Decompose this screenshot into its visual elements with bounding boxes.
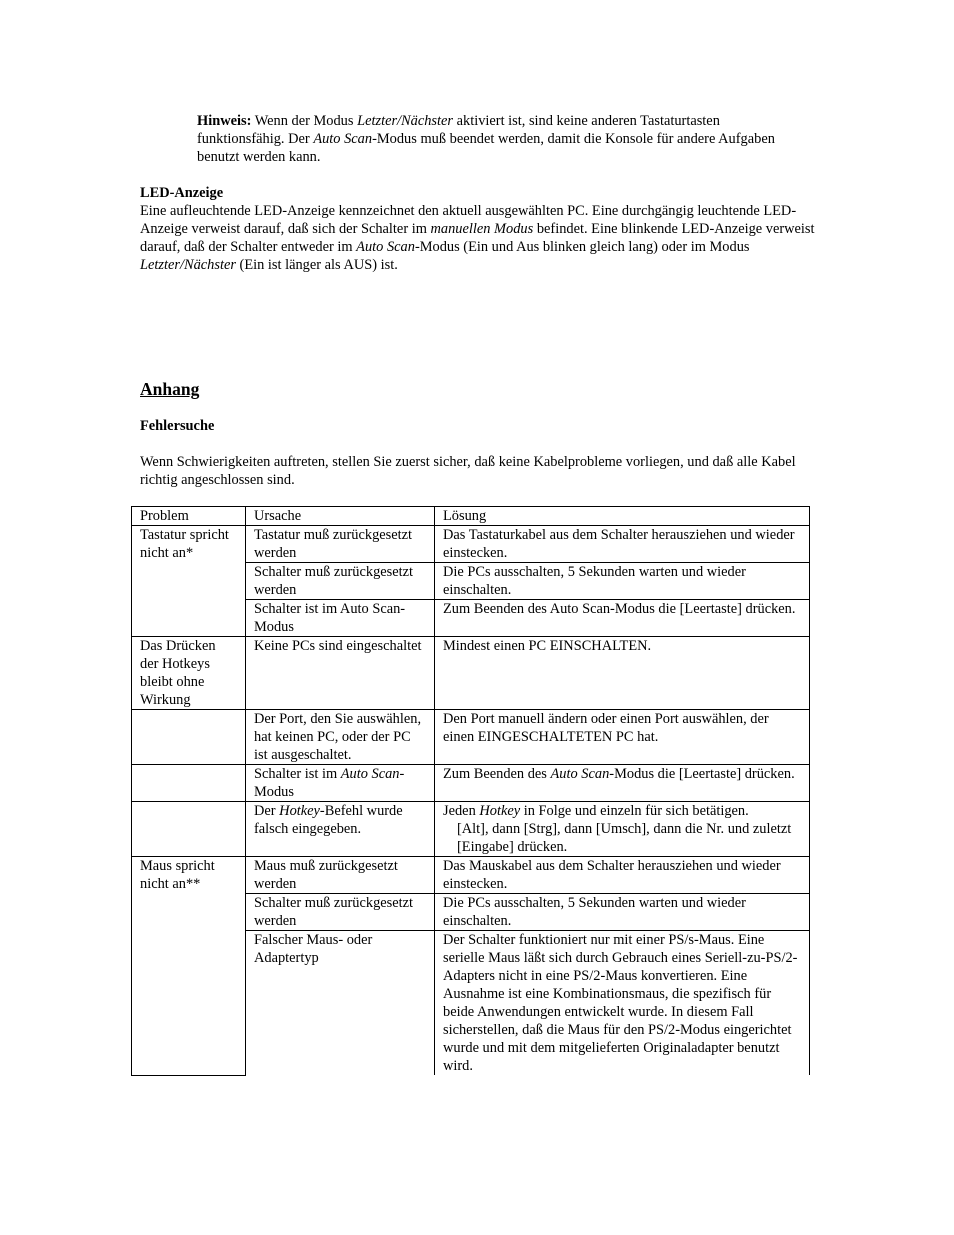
solution-cell: Zum Beenden des Auto Scan-Modus die [Leertaste] drücken. bbox=[435, 600, 810, 637]
table-row bbox=[132, 637, 810, 710]
key-sequence: [Alt], dann [Strg], dann [Umsch], dann die Nr. und zuletzt [Eingabe] drücken. bbox=[457, 821, 792, 855]
note-text-3: -Modus muß beendet werden, damit die Konsole für andere Aufgaben benutzt werden kann. bbox=[197, 131, 775, 165]
solution-text: Zum Beenden des bbox=[443, 766, 551, 782]
table-row bbox=[132, 802, 810, 857]
solution-italic: Hotkey bbox=[479, 803, 521, 819]
cause-text: -Modus bbox=[254, 766, 405, 800]
table-row bbox=[132, 765, 810, 802]
header-cause: Ursache bbox=[246, 507, 435, 526]
problem-cell: Maus spricht nicht an** bbox=[132, 857, 246, 1076]
note-text-1: Wenn der Modus bbox=[251, 113, 358, 129]
cause-cell: Tastatur muß zurückgesetzt werden bbox=[246, 526, 435, 563]
header-problem: Problem bbox=[132, 507, 246, 526]
cause-italic: Auto Scan bbox=[340, 766, 400, 782]
troubleshooting-heading: Fehlersuche bbox=[140, 418, 215, 434]
note-label: Hinweis: bbox=[197, 113, 252, 129]
table-row bbox=[132, 857, 810, 894]
cause-italic: Hotkey bbox=[279, 803, 320, 819]
solution-cell: Die PCs ausschalten, 5 Sekunden warten und wieder einschalten. bbox=[435, 894, 810, 931]
solution-cell: Der Schalter funktioniert nur mit einer PS/s-Maus. Eine serielle Maus läßt sich durch Gebrauch eines Seriell-zu-PS/2-Adapters nicht in eine PS/2-Maus konvertieren. Eine Ausnahme ist eine Kombinationsmaus, die spezifisch für beide Anwendungen entwickelt wurde. In diesem Fall sicherstellen, daß die Maus für den PS/2-Modus eingerichtet wurde und mit dem mitgelieferten Originaladapter benutzt wird. bbox=[435, 931, 810, 1076]
note-auto-scan: Auto Scan bbox=[313, 131, 373, 147]
led-auto-scan: Auto Scan bbox=[356, 239, 415, 255]
problem-cell-empty bbox=[132, 802, 246, 857]
troubleshooting-intro: Wenn Schwierigkeiten auftreten, stellen Sie zuerst sicher, daß keine Kabelprobleme vorliegen, und daß alle Kabel richtig angeschlossen sind. bbox=[140, 454, 796, 488]
solution-cell: Mindest einen PC EINSCHALTEN. bbox=[435, 637, 810, 710]
solution-text: -Modus die [Leertaste] drücken. bbox=[609, 766, 795, 782]
note-paragraph bbox=[197, 112, 797, 166]
cause-text: Schalter ist im bbox=[254, 766, 341, 782]
solution-cell bbox=[435, 765, 810, 802]
appendix-heading: Anhang bbox=[140, 379, 200, 399]
led-text-1: Eine aufleuchtende LED-Anzeige kennzeichnet den aktuell ausgewählten PC. Eine durchgängig leuchtende LED-Anzeige verweist darauf, daß sich der Schalter im bbox=[140, 203, 797, 237]
solution-cell: Das Mauskabel aus dem Schalter herausziehen und wieder einstecken. bbox=[435, 857, 810, 894]
led-mode-name: Letzter/Nächster bbox=[140, 257, 236, 273]
led-text-2: befindet. Eine blinkende LED-Anzeige verweist darauf, daß der Schalter entweder im bbox=[140, 221, 815, 255]
cause-text: -Befehl wurde falsch eingegeben. bbox=[254, 803, 403, 837]
cause-text: Der bbox=[254, 803, 280, 819]
led-text-4: (Ein ist länger als AUS) ist. bbox=[235, 257, 398, 273]
problem-cell-empty bbox=[132, 765, 246, 802]
solution-text: Jeden bbox=[443, 803, 480, 819]
cause-cell: Falscher Maus- oder Adaptertyp bbox=[246, 931, 435, 1076]
solution-cell bbox=[435, 802, 810, 857]
led-heading: LED-Anzeige bbox=[140, 185, 224, 201]
cause-cell: Der Port, den Sie auswählen, hat keinen PC, oder der PC ist ausgeschaltet. bbox=[246, 710, 435, 765]
cause-cell: Keine PCs sind eingeschaltet bbox=[246, 637, 435, 710]
led-paragraph bbox=[140, 202, 820, 274]
solution-text: in Folge und einzeln für sich betätigen. bbox=[520, 803, 749, 819]
troubleshooting-table bbox=[131, 506, 810, 1076]
table-header-row bbox=[132, 507, 810, 526]
cause-cell: Schalter ist im Auto Scan-Modus bbox=[246, 600, 435, 637]
problem-cell-empty bbox=[132, 710, 246, 765]
led-manual-mode: manuellen Modus bbox=[430, 221, 534, 237]
note-text-2: aktiviert ist, sind keine anderen Tastaturtasten funktionsfähig. Der bbox=[197, 113, 720, 147]
cause-cell: Schalter muß zurückgesetzt werden bbox=[246, 563, 435, 600]
cause-cell bbox=[246, 802, 435, 857]
header-solution: Lösung bbox=[435, 507, 810, 526]
problem-cell: Das Drücken der Hotkeys bleibt ohne Wirkung bbox=[132, 637, 246, 710]
table-row bbox=[132, 710, 810, 765]
note-mode-name: Letzter/Nächster bbox=[357, 113, 454, 129]
cause-cell bbox=[246, 765, 435, 802]
solution-cell: Das Tastaturkabel aus dem Schalter herausziehen und wieder einstecken. bbox=[435, 526, 810, 563]
cause-cell: Maus muß zurückgesetzt werden bbox=[246, 857, 435, 894]
solution-cell: Den Port manuell ändern oder einen Port auswählen, der einen EINGESCHALTETEN PC hat. bbox=[435, 710, 810, 765]
table-row bbox=[132, 526, 810, 563]
solution-italic: Auto Scan bbox=[550, 766, 610, 782]
problem-cell: Tastatur spricht nicht an* bbox=[132, 526, 246, 637]
led-text-3: -Modus (Ein und Aus blinken gleich lang) oder im Modus bbox=[414, 239, 750, 255]
cause-cell: Schalter muß zurückgesetzt werden bbox=[246, 894, 435, 931]
solution-cell: Die PCs ausschalten, 5 Sekunden warten und wieder einschalten. bbox=[435, 563, 810, 600]
